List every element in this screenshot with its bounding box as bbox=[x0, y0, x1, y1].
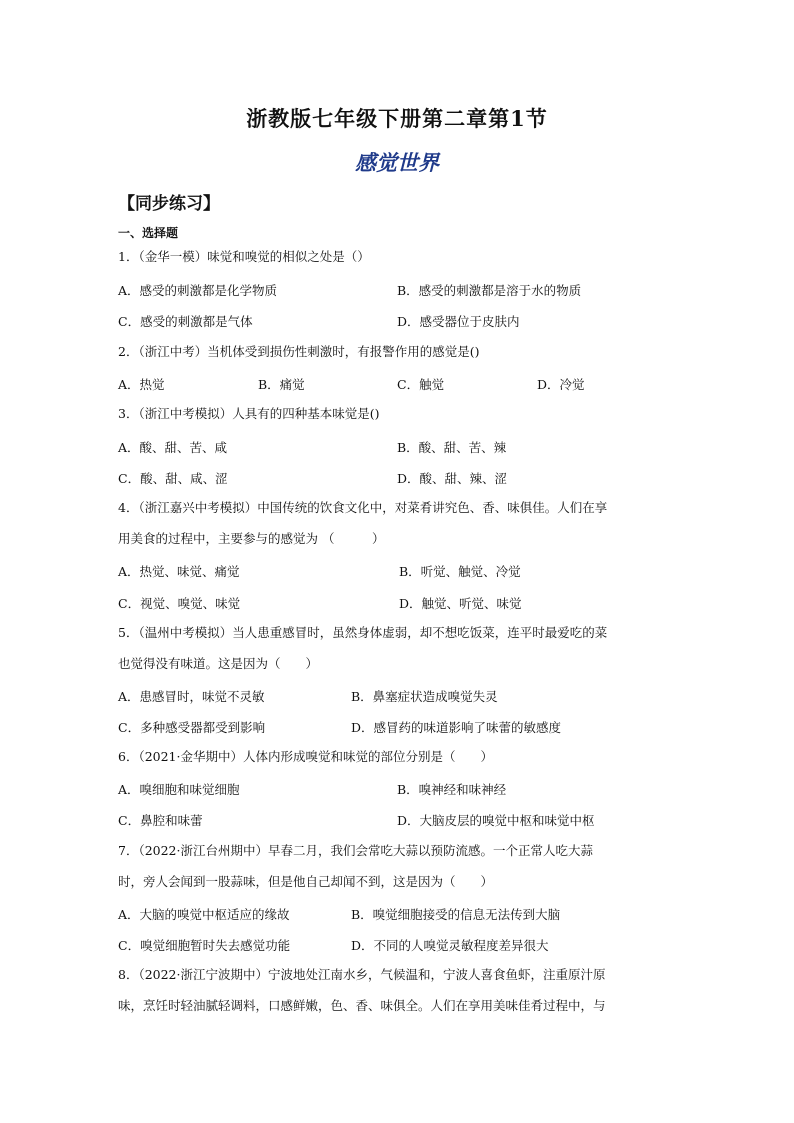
question-7-option-b: B．嗅觉细胞接受的信息无法传到大脑 bbox=[351, 907, 561, 922]
page-title: 浙教版七年级下册第二章第1节 bbox=[246, 106, 548, 131]
question-1-option-b: B．感受的刺激都是溶于水的物质 bbox=[397, 283, 582, 298]
question-6-stem: 6．（2021·金华期中）人体内形成嗅觉和味觉的部位分别是（ ） bbox=[118, 749, 493, 764]
question-1-option-c: C．感受的刺激都是气体 bbox=[118, 314, 253, 329]
section-heading: 【同步练习】 bbox=[118, 194, 220, 214]
question-4-option-d: D．触觉、听觉、味觉 bbox=[399, 596, 522, 611]
question-3-option-c: C．酸、甜、咸、涩 bbox=[118, 471, 228, 486]
question-3-stem: 3．（浙江中考模拟）人具有的四种基本味觉是() bbox=[118, 406, 380, 421]
question-7-option-c: C．嗅觉细胞暂时失去感觉功能 bbox=[118, 938, 291, 953]
question-6-option-b: B．嗅神经和味神经 bbox=[397, 782, 507, 797]
question-7-option-d: D．不同的人嗅觉灵敏程度差异很大 bbox=[351, 938, 549, 953]
question-3-option-a: A．酸、甜、苦、咸 bbox=[118, 440, 228, 455]
question-5-stem-line-2: 也觉得没有味道。这是因为（ ） bbox=[118, 656, 319, 671]
question-7-stem-line-1: 7．（2022·浙江台州期中）早春二月，我们会常吃大蒜以预防流感。一个正常人吃大蒜 bbox=[118, 843, 593, 858]
subsection-heading: 一、选择题 bbox=[118, 226, 179, 240]
question-4-option-a: A．热觉、味觉、痛觉 bbox=[118, 564, 240, 579]
question-8-stem-line-2: 味，烹饪时轻油腻轻调料，口感鲜嫩，色、香、味俱全。人们在享用美味佳肴过程中，与 bbox=[118, 998, 606, 1013]
question-2-option-c: C．触觉 bbox=[397, 377, 445, 392]
question-4-option-c: C．视觉、嗅觉、味觉 bbox=[118, 596, 241, 611]
question-3-option-d: D．酸、甜、辣、涩 bbox=[397, 471, 508, 486]
question-5-stem-line-1: 5．（温州中考模拟）当人患重感冒时，虽然身体虚弱，却不想吃饭菜，连平时最爱吃的菜 bbox=[118, 625, 608, 640]
question-2-option-b: B．痛觉 bbox=[258, 377, 305, 392]
question-1-option-a: A．感受的刺激都是化学物质 bbox=[118, 283, 278, 298]
question-7-stem-line-2: 时，旁人会闻到一股蒜味，但是他自己却闻不到，这是因为（ ） bbox=[118, 874, 494, 889]
question-1-stem: 1．（金华一模）味觉和嗅觉的相似之处是（） bbox=[118, 249, 370, 264]
question-7-option-a: A．大脑的嗅觉中枢适应的缘故 bbox=[118, 907, 290, 922]
question-2-stem: 2．（浙江中考）当机体受到损伤性刺激时，有报警作用的感觉是() bbox=[118, 344, 480, 359]
question-2-option-a: A．热觉 bbox=[118, 377, 165, 392]
question-2-option-d: D．冷觉 bbox=[537, 377, 585, 392]
question-5-option-a: A．患感冒时，味觉不灵敏 bbox=[118, 689, 265, 704]
question-5-option-c: C．多种感受器都受到影响 bbox=[118, 720, 266, 735]
question-5-option-b: B．鼻塞症状造成嗅觉失灵 bbox=[351, 689, 498, 704]
question-6-option-a: A．嗅细胞和味觉细胞 bbox=[118, 782, 240, 797]
question-5-option-d: D．感冒药的味道影响了味蕾的敏感度 bbox=[351, 720, 562, 735]
question-4-stem-line-1: 4．（浙江嘉兴中考模拟）中国传统的饮食文化中，对菜肴讲究色、香、味俱佳。人们在享 bbox=[118, 500, 608, 515]
question-6-option-d: D．大脑皮层的嗅觉中枢和味觉中枢 bbox=[397, 813, 595, 828]
question-3-option-b: B．酸、甜、苦、辣 bbox=[397, 440, 507, 455]
question-8-stem-line-1: 8．（2022·浙江宁波期中）宁波地处江南水乡，气候温和，宁波人喜食鱼虾，注重原汁原 bbox=[118, 967, 606, 982]
question-4-option-b: B．听觉、触觉、冷觉 bbox=[399, 564, 521, 579]
page-subtitle: 感觉世界 bbox=[355, 150, 439, 175]
question-1-option-d: D．感受器位于皮肤内 bbox=[397, 314, 520, 329]
question-4-stem-line-2: 用美食的过程中，主要参与的感觉为 （ ） bbox=[118, 531, 385, 546]
question-6-option-c: C．鼻腔和味蕾 bbox=[118, 813, 203, 828]
